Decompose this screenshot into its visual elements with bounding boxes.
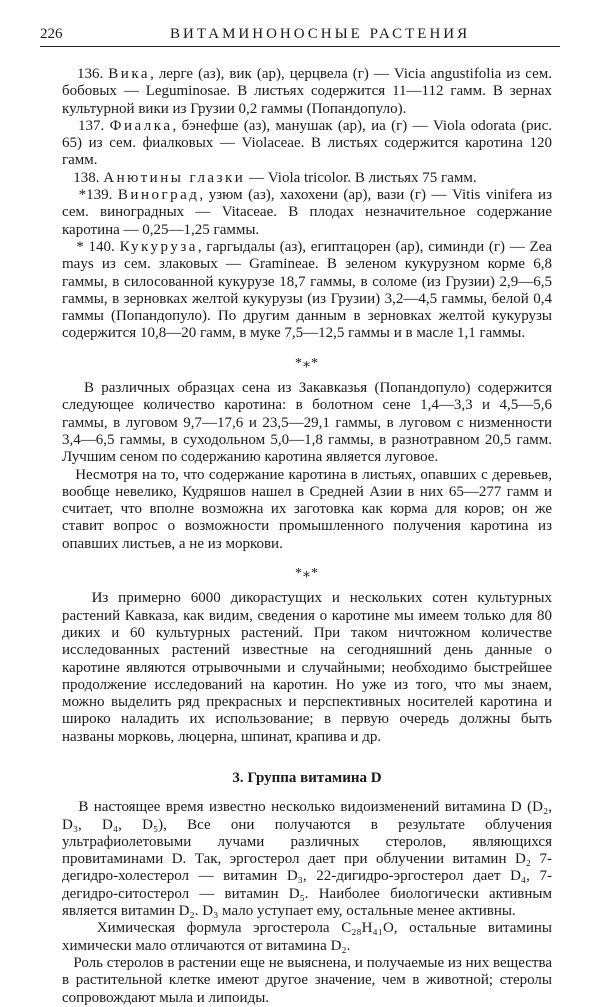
section-separator: *⁎*: [295, 355, 319, 371]
entry-name: Фиалка: [109, 117, 173, 134]
entry-139: *139. Виноград, узюм (аз), хахохени (ар), вази (г) — Vitis vinifera из сем. виноградных — Vitaceae. В плодах незначительное содержание каротина — 0,25—1,25 гаммы.: [62, 187, 553, 238]
entry-name: Виноград: [117, 187, 200, 204]
entry-138: 138. Анютины глазки — Viola tricolor. В листьях 75 гамм.: [73, 169, 477, 186]
paragraph-sterols: Роль стеролов в растении еще не выяснена, и получаемые из них вещества в растительной клетке имеют другое значение, чем в животной; стеролы сопровождают мыла и липоиды.: [62, 954, 552, 1006]
entry-140: * 140. Кукуруза, гаргыдалы (аз), египтацорен (ар), симинди (г) — Zea mays из сем. злаковых — Gramineae. В зеленом кукурузном корме 6,8 гаммы, в силосованной кукурузе 18,7 гаммы, в соломе (из Грузии) 2,9—6,5 гаммы, в зерновках желтой кукурузы (из Грузии) 3,2—4,5 гаммы, белой 0,4 гаммы (Попандопуло). По другим данным в зерновках желтой кукурузы содержится 10,8—20 гамм, в муке 7,5—12,5 гаммы и в масле 1,1 гаммы.: [62, 238, 553, 342]
entry-137: 137. Фиалка, бэнефше (аз), манушак (ар), иа (г) — Viola odorata (рис. 65) из сем. фиалковых — Violaceae. В листьях содержится каротина 120 гамм.: [62, 117, 552, 169]
paragraph-formula: Химическая формула эргостерола C₂₈H₄₁O, остальные витамины химически мало отличаются от витамина D₂.: [62, 920, 552, 954]
section-title: 3. Группа витамина D: [232, 769, 382, 786]
entry-name: Анютины глазки: [103, 169, 246, 186]
paragraph-hay: В различных образцах сена из Закавказья (Попандопуло) содержится следующее количество каротина: в болотном сене 1,4—3,3 и 4,5—5,6 гаммы, в луговом 9,7—17,6 и 23,5—29,1 гаммы, в луговом с низменности 3,4—6,5 гаммы, в суходольном 5,0—1,8 гаммы, в разнотравном 20,5 гамм. Лучшим сеном по содержанию каротина является луговое.: [62, 380, 552, 466]
paragraph-summary: Из примерно 6000 дикорастущих и нескольких сотен культурных растений Кавказа, как видим, сведения о каротине мы имеем только для 80 диких и 60 культурных растений. При таком ничтожном количестве исследованных растений известные на сегодняшний день данные о каротине являются отрывочными и случайными; необходимо быстрейшее продолжение исследований на каротин. Но уже из того, что мы знаем, можно выделить ряд прекрасных и перспективных носителей каротина и широко наладить их использование; в первую очередь должны быть названы морковь, люцерна, шпинат, крапива и др.: [62, 590, 552, 745]
running-title: ВИТАМИНОНОСНЫЕ РАСТЕНИЯ: [170, 26, 471, 42]
section-separator-2: *⁎*: [295, 566, 319, 582]
entry-name: Кукуруза: [119, 238, 198, 255]
paragraph-leaves: Несмотря на то, что содержание каротина в листьях, опавших с деревьев, вообще невелико, Кудряшов нашел в Средней Азии в них 65—277 гамм и считает, что вполне возможна их заготовка как корма для коров; он же ставит вопрос о возможности промышленного получения каротина из опавших листьев, а не из моркови.: [62, 466, 552, 552]
page-number: 226: [40, 26, 63, 42]
page-header: [40, 20, 560, 47]
paragraph-vitamin-d: В настоящее время известно несколько видоизменений витамина D (D₂, D₃, D₄, D₅), Все они получаются в результате облучения ультрафиолетовыми лучами различных стеролов, являющихся провитаминами D. Так, эргостерол дает при облучении витамин D₂ 7-дегидро-холестерол — витамин D₃, 22-дигидро-эргостерол дает D₄, 7-дегидро-ситостерол — витамин D₅. Наиболее биологически активным является витамин D₂. D₃ мало уступает ему, остальные менее активны.: [62, 799, 552, 920]
entry-name: Вика: [108, 66, 151, 82]
body-text: [62, 66, 552, 1007]
entry-136: 136. Вика, лерге (аз), вик (ар), церцвела (г) — Vicia angustifolia из сем. бобовых — Leguminosae. В листьях содержится 11—112 гамм. В зернах культурной вики из Грузии 0,2 гаммы (Попандопуло).: [62, 66, 553, 117]
